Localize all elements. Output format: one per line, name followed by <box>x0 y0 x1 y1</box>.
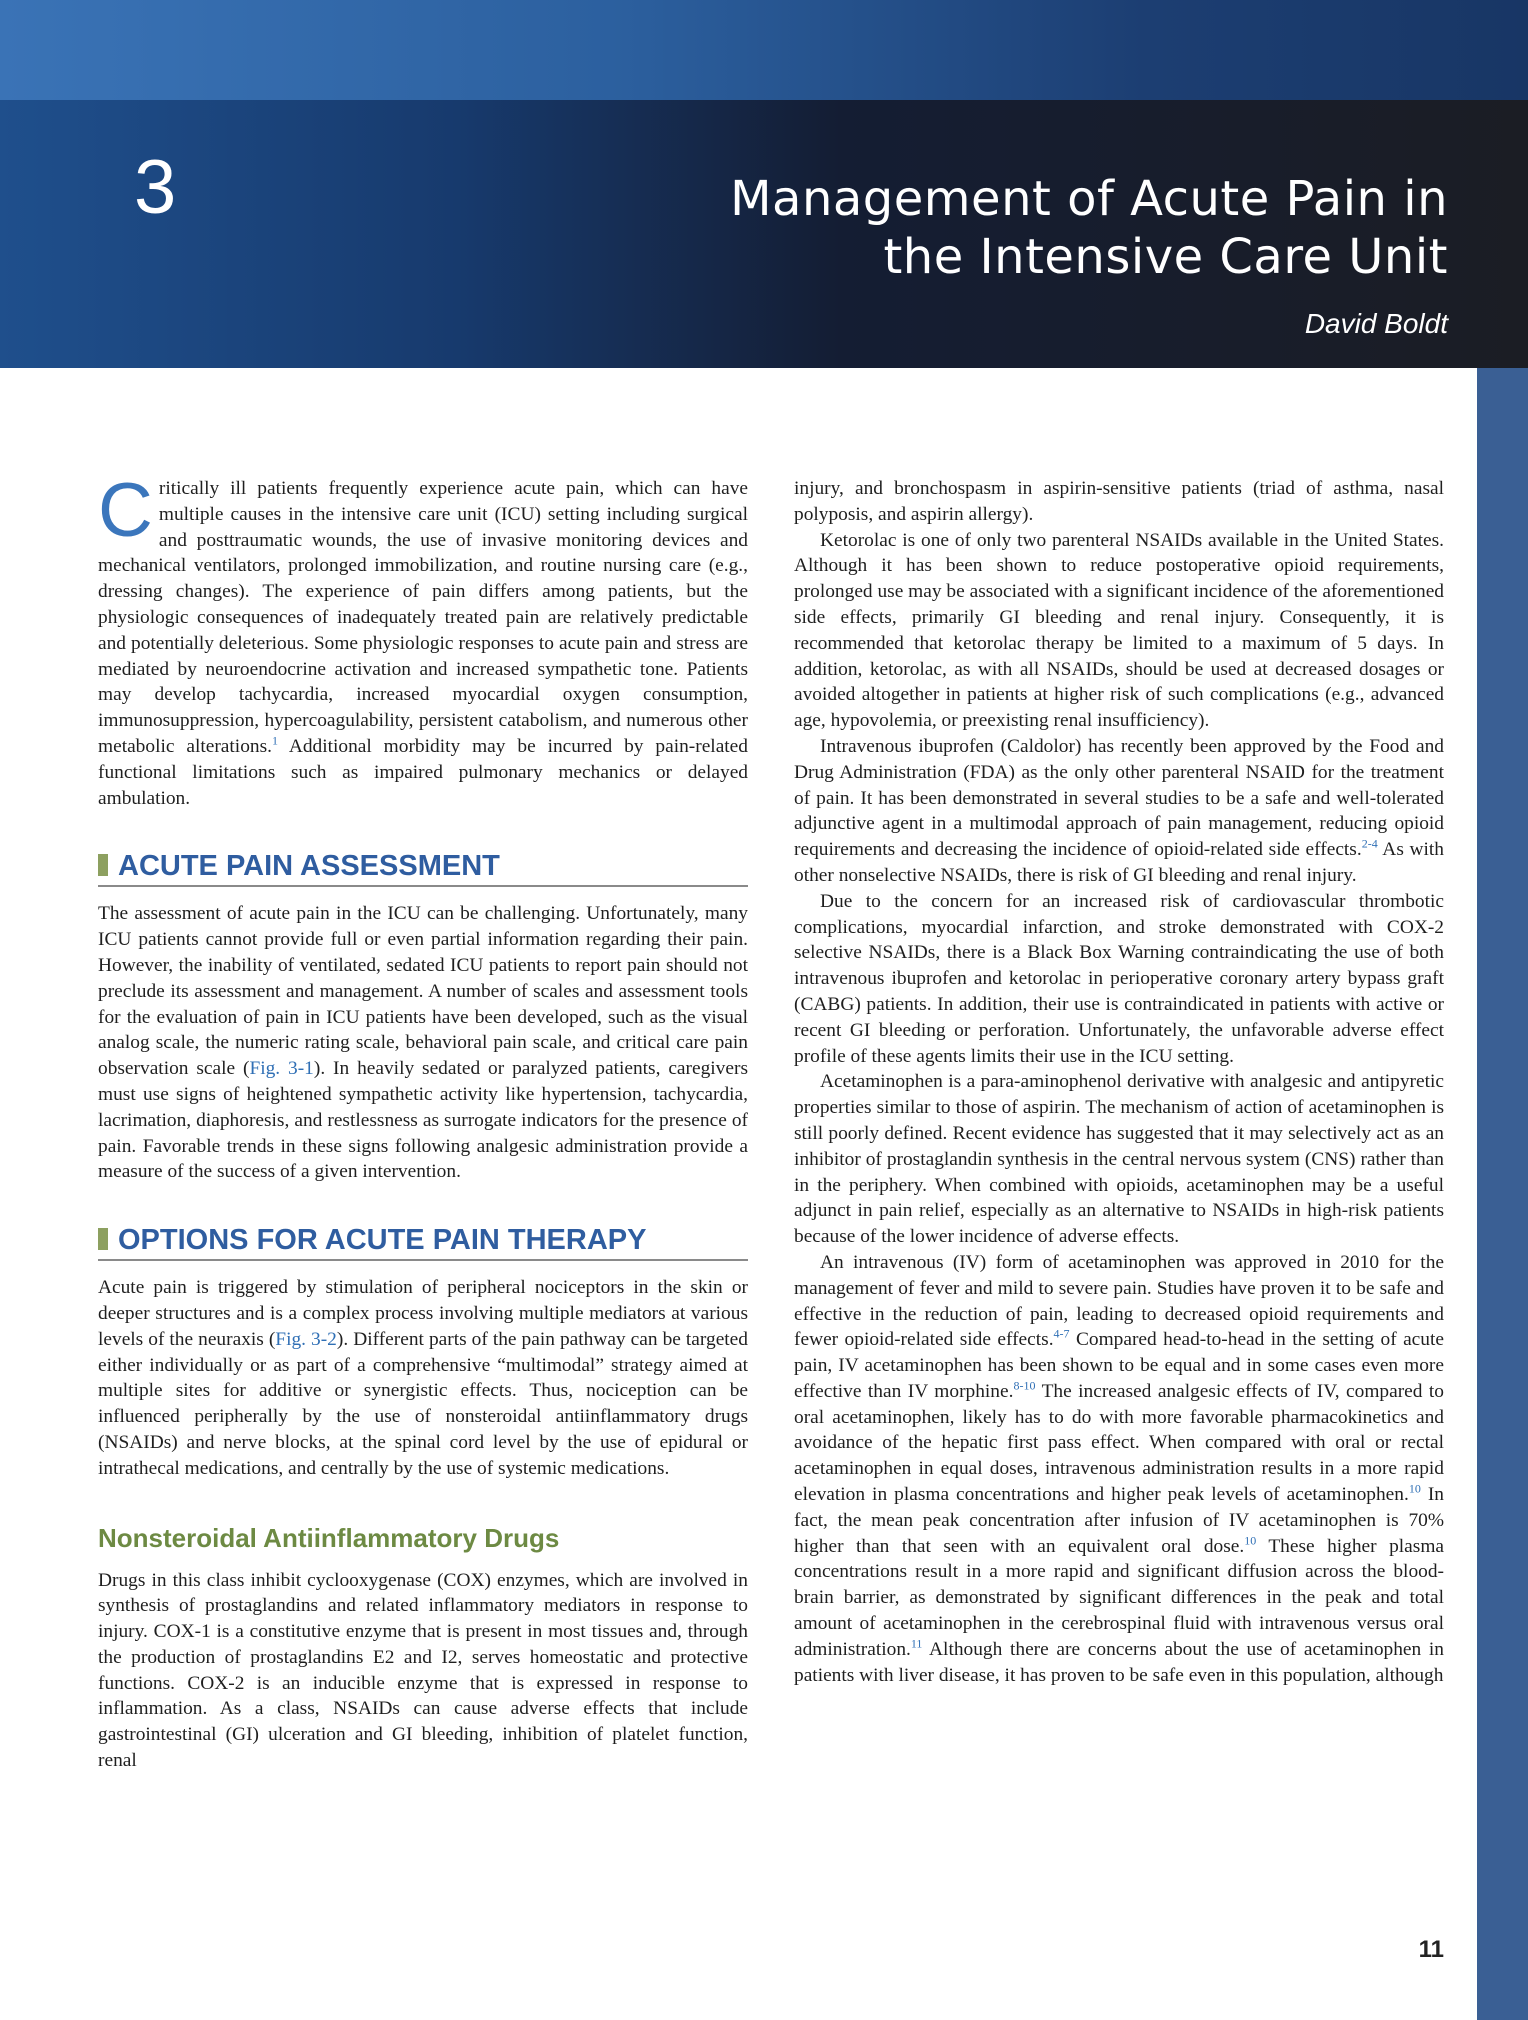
heading-marker <box>98 1228 108 1250</box>
paragraph-text: ). Different parts of the pain pathway can be targeted either individually or as part of a comprehensive “multimodal” strategy aimed at multiple sites for additive or synergistic effects. Thus, nociception can be influenced peripherally by the use of nonsteroidal antiinflammatory drugs (NSAIDs) and nerve blocks, at the spinal cord level by the use of epidural or intrathecal medications, and centrally by the use of systemic medications. <box>98 1328 748 1479</box>
intro-text: ritically ill patients frequently experience acute pain, which can have multiple causes in the intensive care unit (ICU) setting including surgical and posttraumatic wounds, the use of invasive monitoring devices and mechanical ventilators, prolonged immobilization, and routine nursing care (e.g., dressing changes). The experience of pain differs among patients, but the physiologic consequences of inadequately treated pain are relatively predictable and potentially deleterious. Some physiologic responses to acute pain and stress are mediated by neuroendocrine activation and increased sympathetic tone. Patients may develop tachycardia, increased myocardial oxygen consumption, immunosuppression, hypercoagulability, persistent catabolism, and numerous other metabolic alterations. <box>98 478 748 757</box>
reference-link[interactable]: 10 <box>1408 1481 1421 1496</box>
chapter-author: David Boldt <box>1304 308 1448 339</box>
heading-marker <box>98 854 108 876</box>
reference-link[interactable]: 11 <box>910 1636 923 1651</box>
header-gradient-band <box>0 0 1528 100</box>
drop-cap: C <box>98 468 153 553</box>
reference-link[interactable]: 4-7 <box>1053 1326 1070 1341</box>
paragraph-text: An intravenous (IV) form of acetaminophen was approved in 2010 for the management of fever and mild to severe pain. Studies have proven it to be safe and effective in the reduction of pain, leading to decreased opioid requirements and fewer opioid-related side effects. <box>794 1251 1444 1351</box>
page-number: 11 <box>1418 1936 1444 1963</box>
subsection-heading-nsaids: Nonsteroidal Antiinflammatory Drugs <box>98 1522 560 1553</box>
section-heading-text: OPTIONS FOR ACUTE PAIN THERAPY <box>118 1224 647 1257</box>
left-column <box>98 468 748 1774</box>
paragraph-text: ). In heavily sedated or paralyzed patients, caregivers must use signs of heightened sympathetic activity like hypertension, tachycardia, lacrimation, diaphoresis, and restlessness as surrogate indicators for the presence of pain. Favorable trends in these signs following analgesic administration provide a measure of the success of a given intervention. <box>98 1058 748 1183</box>
intro-paragraph <box>98 468 748 811</box>
nsaid-paragraph: Drugs in this class inhibit cyclooxygenase (COX) enzymes, which are involved in synthesis of prostaglandins and related inflammatory mediators in response to injury. COX-1 is a constitutive enzyme that is present in most tissues and, through the production of prostaglandins E2 and I2, serves homeostatic and protective functions. COX-2 is an inducible enzyme that is expressed in response to inflammation. As a class, NSAIDs can cause adverse effects that include gastrointestinal (GI) ulceration and GI bleeding, inhibition of platelet function, renal <box>98 1569 748 1772</box>
paragraph-text: Acute pain is triggered by stimulation of peripheral nociceptors in the skin or deeper structures and is a complex process involving multiple mediators at various levels of the neuraxis ( <box>98 1277 748 1350</box>
section-heading-acute-pain-assessment <box>98 849 748 887</box>
chapter-title <box>648 170 1448 286</box>
paragraph-text: These higher plasma concentrations result in a more rapid and significant diffusion across the blood-brain barrier, as demonstrated by significant differences in the peak and total amount of acetaminophen in the cerebrospinal fluid with intravenous versus oral administration. <box>794 1535 1445 1660</box>
figure-link[interactable]: Fig. 3-2 <box>275 1328 337 1350</box>
chapter-title-line-1: Management of Acute Pain in <box>730 171 1448 227</box>
paragraph-text: The assessment of acute pain in the ICU can be challenging. Unfortunately, many ICU patients cannot provide full or even partial information regarding their pain. However, the inability of ventilated, sedated ICU patients to report pain should not preclude its assessment and management. A number of scales and assessment tools for the evaluation of pain in ICU patients have been developed, such as the visual analog scale, the numeric rating scale, behavioral pain scale, and critical care pain observation scale ( <box>98 903 748 1080</box>
reference-link[interactable]: 10 <box>1244 1533 1257 1548</box>
chapter-header-banner <box>0 0 1528 368</box>
intro-text-continued: Additional morbidity may be incurred by pain-related functional limitations such as impaired pulmonary mechanics or delayed ambulation. <box>98 735 748 809</box>
iv-acetaminophen-paragraph <box>794 1250 1444 1689</box>
paragraph-text: Although there are concerns about the use of acetaminophen in patients with liver disease, it has proven to be safe even in this population, although <box>794 1638 1444 1686</box>
assessment-paragraph <box>98 901 748 1185</box>
reference-link[interactable]: 2-4 <box>1361 836 1378 851</box>
paragraph-continued: injury, and bronchospasm in aspirin-sensitive patients (triad of asthma, nasal polyposis, and aspirin allergy). <box>794 478 1444 525</box>
right-column <box>794 476 1444 1688</box>
paragraph-text: Compared head-to-head in the setting of acute pain, IV acetaminophen has been shown to be equal and in some cases even more effective than IV morphine. <box>794 1329 1444 1402</box>
chapter-title-line-2: the Intensive Care Unit <box>883 229 1448 285</box>
cox2-warning-paragraph: Due to the concern for an increased risk of cardiovascular thrombotic complications, myocardial infarction, and stroke demonstrated with COX-2 selective NSAIDs, there is a Black Box Warning contraindicating the use of both intravenous ibuprofen and ketorolac in perioperative coronary artery bypass graft (CABG) patients. In addition, their use is contraindicated in patients with active or recent GI bleeding or perforation. Unfortunately, the unfavorable adverse effect profile of these agents limits their use in the ICU setting. <box>794 890 1444 1067</box>
page-edge-bar <box>1477 368 1528 2020</box>
acetaminophen-paragraph: Acetaminophen is a para-aminophenol derivative with analgesic and antipyretic properties similar to those of aspirin. The mechanism of action of acetaminophen is still poorly defined. Recent evidence has suggested that it may selectively act as an inhibitor of prostaglandin synthesis in the central nervous system (CNS) rather than in the periphery. When combined with opioids, acetaminophen may be a useful adjunct in pain relief, especially as an alternative to NSAIDs in high-risk patients because of the lower incidence of adverse effects. <box>794 1071 1444 1248</box>
figure-link[interactable]: Fig. 3-1 <box>249 1058 314 1080</box>
paragraph-text: Intravenous ibuprofen (Caldolor) has recently been approved by the Food and Drug Administration (FDA) as the only other parenteral NSAID for the treatment of pain. It has been demonstrated in several studies to be a safe and well-tolerated adjunctive agent in a multimodal approach of pain management, reducing opioid requirements and decreasing the incidence of opioid-related side effects. <box>794 735 1444 861</box>
paragraph-text: The increased analgesic effects of IV, compared to oral acetaminophen, likely has to do with more favorable pharmacokinetics and avoidance of the hepatic first pass effect. When compared with oral or rectal acetaminophen in equal doses, intravenous administration results in a more rapid elevation in plasma concentrations and higher peak levels of acetaminophen. <box>794 1380 1444 1506</box>
options-paragraph <box>98 1275 748 1481</box>
chapter-number: 3 <box>134 145 177 230</box>
reference-link[interactable]: 1 <box>271 733 278 748</box>
section-heading-text: ACUTE PAIN ASSESSMENT <box>118 850 500 883</box>
section-heading-options-for-therapy <box>98 1223 748 1261</box>
paragraph-text: In fact, the mean peak concentration after infusion of IV acetaminophen is 70% higher than that seen with an equivalent oral dose. <box>794 1484 1444 1557</box>
reference-link[interactable]: 8-10 <box>1013 1378 1036 1393</box>
ketorolac-paragraph: Ketorolac is one of only two parenteral NSAIDs available in the United States. Although it has been shown to reduce postoperative opioid requirements, prolonged use may be associated with a significant incidence of the aforementioned side effects, primarily GI bleeding and renal injury. Consequently, it is recommended that ketorolac therapy be limited to a maximum of 5 days. In addition, ketorolac, as with all NSAIDs, should be used at decreased dosages or avoided altogether in patients at higher risk of such complications (e.g., advanced age, hypovolemia, or preexisting renal insufficiency). <box>794 529 1444 732</box>
ibuprofen-paragraph <box>794 734 1444 889</box>
paragraph-text: As with other nonselective NSAIDs, there is risk of GI bleeding and renal injury. <box>794 839 1444 886</box>
